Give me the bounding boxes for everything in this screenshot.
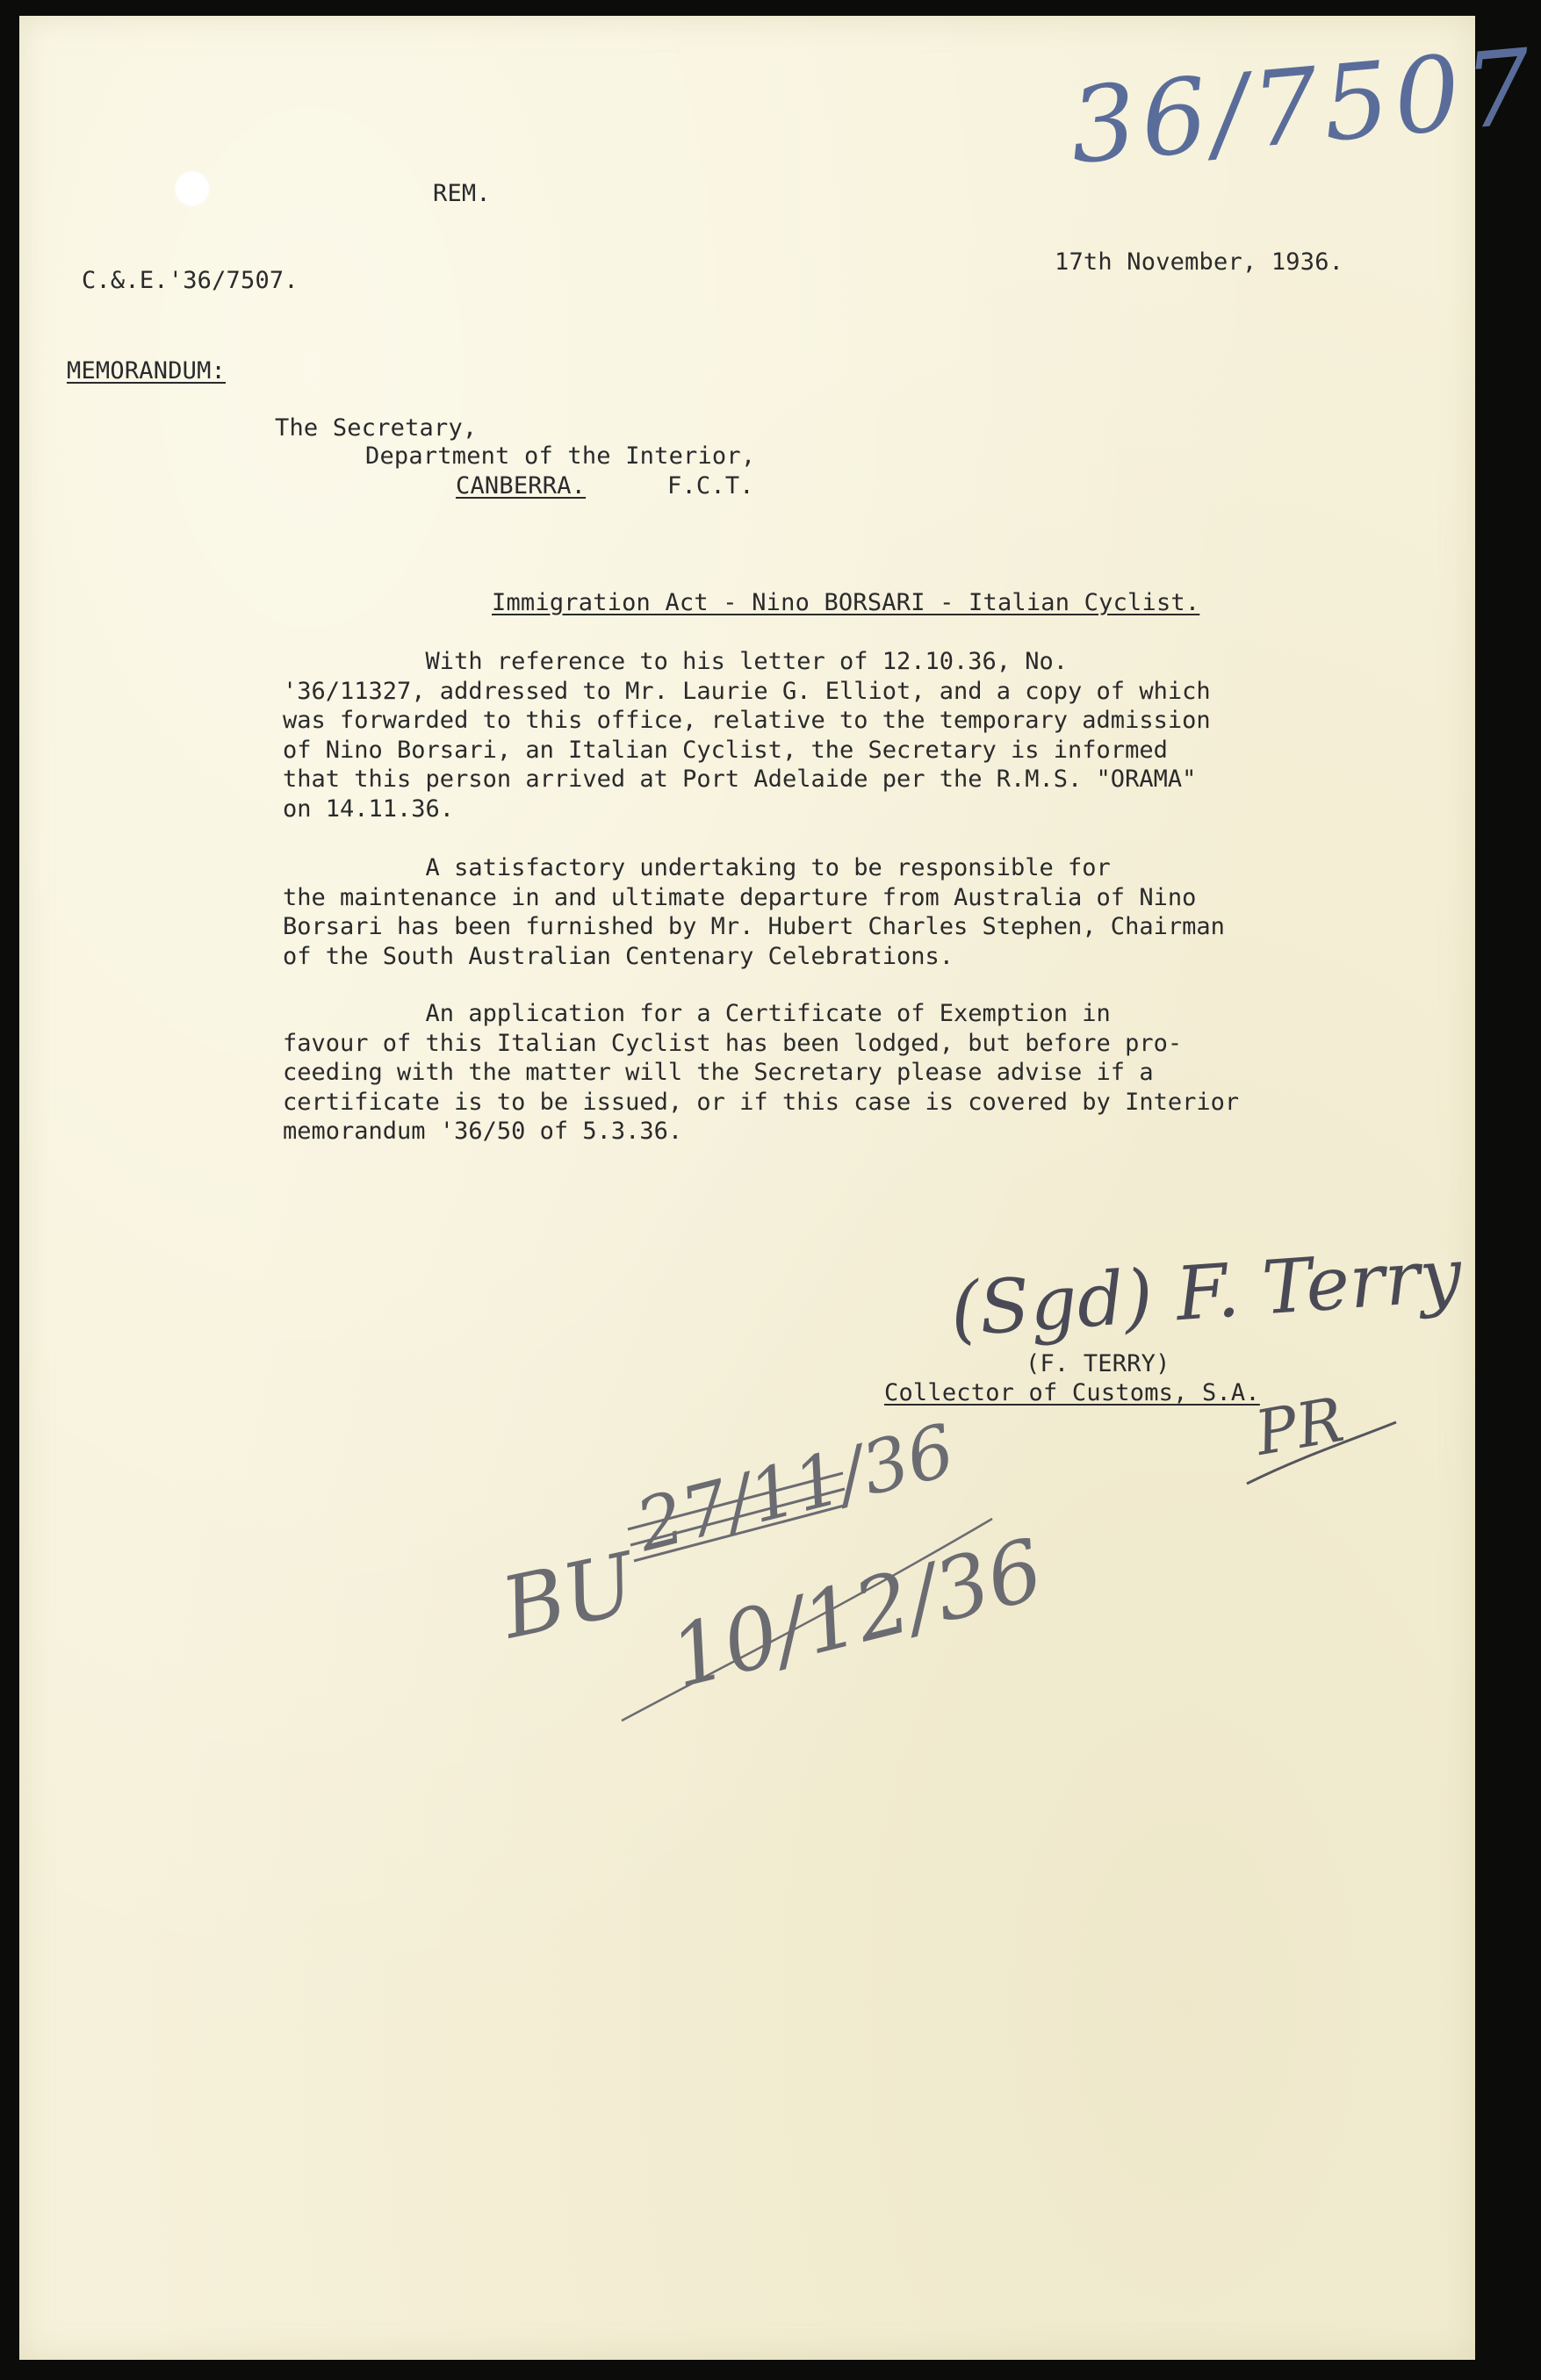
addressee-city: CANBERRA. <box>456 472 587 500</box>
body-paragraph-3 <box>283 999 1239 1147</box>
paragraph-line: that this person arrived at Port Adelaide per the R.M.S. "ORAMA" <box>283 766 1197 793</box>
paragraph-line: was forwarded to this office, relative to the temporary admission <box>283 707 1211 734</box>
handwritten-file-number: 36/7507 <box>1064 25 1541 187</box>
paragraph-line: of the South Australian Centenary Celebrations. <box>283 942 954 970</box>
pencil-annotation-initials: BU <box>493 1534 644 1658</box>
paragraph-line: ceeding with the matter will the Secretary please advise if a <box>283 1059 1154 1086</box>
pencil-initials-mark: PR <box>1249 1383 1350 1470</box>
paragraph-line: memorandum '36/50 of 5.3.36. <box>283 1118 683 1145</box>
paragraph-line: An application for a Certificate of Exemption in <box>283 1000 1111 1027</box>
paragraph-line: certificate is to be issued, or if this case is covered by Interior <box>283 1088 1240 1116</box>
paragraph-line: '36/11327, addressed to Mr. Laurie G. Elliot, and a copy of which <box>283 677 1211 705</box>
body-paragraph-1 <box>283 647 1211 823</box>
reference-number: C.&.E.'36/7507. <box>82 267 299 294</box>
addressee-line-1: The Secretary, <box>275 414 478 442</box>
paragraph-line: favour of this Italian Cyclist has been lodged, but before pro- <box>283 1029 1183 1057</box>
subject-line: Immigration Act - Nino BORSARI - Italian Cyclist. <box>492 589 1200 616</box>
paragraph-line: With reference to his letter of 12.10.36, No. <box>283 648 1069 675</box>
body-paragraph-2 <box>283 853 1225 971</box>
pencil-struck-date: 27/11/36 <box>628 1408 963 1569</box>
paragraph-line: of Nino Borsari, an Italian Cyclist, the Secretary is informed <box>283 736 1168 764</box>
signatory-title: Collector of Customs, S.A. <box>884 1379 1260 1406</box>
paragraph-line: the maintenance in and ultimate departure from Australia of Nino <box>283 883 1197 911</box>
punch-hole <box>176 172 209 205</box>
paragraph-line: on 14.11.36. <box>283 795 455 823</box>
paragraph-line: A satisfactory undertaking to be responsible for <box>283 854 1111 881</box>
signatory-name: (F. TERRY) <box>1026 1350 1170 1377</box>
addressee-line-2: Department of the Interior, <box>365 442 756 470</box>
typist-initials: REM. <box>433 180 491 207</box>
document-sheet <box>19 16 1475 2360</box>
handwritten-signature: (Sgd) F. Terry <box>947 1231 1465 1354</box>
memo-date: 17th November, 1936. <box>1055 248 1344 276</box>
memorandum-heading: MEMORANDUM: <box>67 357 227 385</box>
addressee-territory: F.C.T. <box>667 472 754 500</box>
paragraph-line: Borsari has been furnished by Mr. Hubert Charles Stephen, Chairman <box>283 913 1225 940</box>
pencil-annotation-date: 10/12/36 <box>660 1520 1053 1708</box>
